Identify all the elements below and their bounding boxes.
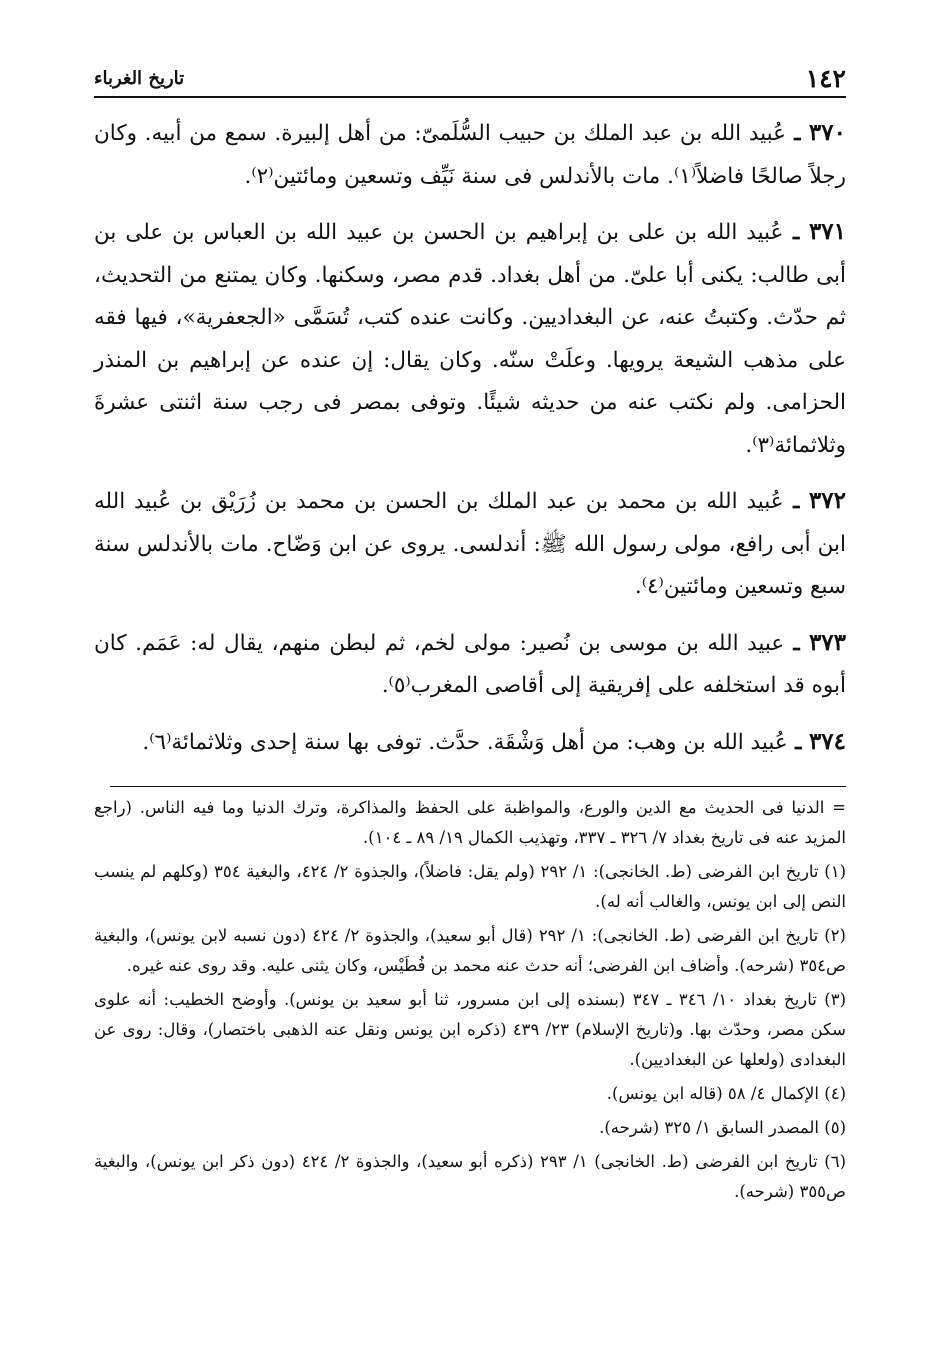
entry-374: ٣٧٤ ـ عُبيد الله بن وهب: من أهل وَشْقَة. حدَّث. توفى بها سنة إحدى وثلاثمائة⁽٦⁾. [142,727,846,755]
footnote-label: (٦) [824,1152,846,1171]
footnote-continued [94,793,846,853]
footnote-text: تاريخ ابن الفرضى (ط. الخانجى): ١/ ٢٩٢ (قال أبو سعيد)، والجذوة ٢/ ٤٢٤ (دون نسبه لابن يونس)، والبغية ص٣٥٤ (شرحه). وأضاف ابن الفرضى؛ أنه حدث عنه محمد بن فُطَيْس، وكان يثنى عليه. وقد روى عنه غيره. [94,926,846,975]
footnote-label: (١) [824,862,847,881]
entry-text: عُبيد الله بن وهب: من أهل وَشْقَة. حدَّث. توفى بها سنة إحدى وثلاثمائة⁽٦⁾. [142,729,788,755]
footnote-1 [94,857,846,917]
entry-text: عُبيد الله بن عبد الملك بن حبيب السُّلَمىّ: من أهل إلبيرة. سمع من أبيه. وكان رجلاً صالحًا فاضلاً⁽١⁾. مات بالأندلس فى سنة نَيِّف وتسعين ومائتين⁽٢⁾. [94,121,846,189]
entry-number: ٣٧٢ [808,487,846,514]
running-title: تاريخ الغرباء [94,68,185,89]
footnote-label: (٢) [824,926,846,945]
footnote-3 [94,985,846,1075]
footnote-2 [94,921,846,981]
footnote-6 [94,1147,846,1207]
book-page [94,60,846,1320]
entry-number: ٣٧٠ [808,119,846,146]
footnote-text: الدنيا فى الحديث مع الدين والورع، والمواظبة على الحفظ والمذاكرة، وترك الدنيا وما فيه الناس. (راجع المزيد عنه فى تاريخ بغداد ٧/ ٣٢٦ ـ ٣٣٧، وتهذيب الكمال ١٩/ ٨٩ ـ ١٠٤). [94,798,846,847]
footnote-label: (٥) [824,1118,846,1137]
footnote-label: = [832,798,846,817]
entry-text: عبيد الله بن موسى بن نُصير: مولى لخم، ثم لبطن منهم، يقال له: عَمَم. كان أبوه قد استخلفه على إفريقية إلى أقاصى المغرب⁽٥⁾. [94,630,846,698]
entry-number: ٣٧٣ [808,628,846,656]
entry-text: عُبيد الله بن محمد بن عبد الملك بن الحسن بن محمد بن زُرَيْق بن عُبيد الله ابن أبى رافع، مولى رسول الله ﷺ: أندلسى. يروى عن ابن وَضّاح. مات بالأندلس سنة سبع وتسعين ومائتين⁽٤⁾. [94,489,846,599]
entry-number: ٣٧١ [808,218,846,245]
footnote-text: تاريخ ابن الفرضى (ط. الخانجى): ١/ ٢٩٢ (ولم يقل: فاضلاً)، والجذوة ٢/ ٤٢٤، والبغية ٣٥٤ (وكلهم لم ينسب النص إلى ابن يونس، والغالب أنه له). [94,862,846,911]
footnote-text: تاريخ ابن الفرضى (ط. الخانجى) ١/ ٢٩٣ (ذكره أبو سعيد)، والجذوة ٢/ ٤٢٤ (دون ذكر ابن يونس)، والبغية ص٣٥٥ (شرحه). [94,1152,846,1201]
entry-number: ٣٧٤ [808,727,846,755]
entry-373: ٣٧٣ ـ عبيد الله بن موسى بن نُصير: مولى لخم، ثم لبطن منهم، يقال له: عَمَم. كان أبوه قد استخلفه على إفريقية إلى أقاصى المغرب⁽٥⁾. [94,628,846,698]
page-header [94,60,846,98]
entry-372: ٣٧٢ ـ عُبيد الله بن محمد بن عبد الملك بن الحسن بن محمد بن زُرَيْق بن عُبيد الله ابن أبى رافع، مولى رسول الله ﷺ: أندلسى. يروى عن ابن وَضّاح. مات بالأندلس سنة سبع وتسعين ومائتين⁽٤⁾. [94,487,846,599]
footnote-5 [94,1113,846,1143]
footnote-label: (٤) [824,1084,846,1103]
footnote-text: تاريخ بغداد ١٠/ ٣٤٦ ـ ٣٤٧ (بسنده إلى ابن مسرور، ثنا أبو سعيد بن يونس). وأوضح الخطيب: أنه علوى سكن مصر، وحدّث بها. و(تاريخ الإسلام) ٢٣/ ٤٣٩ (ذكره ابن يونس ونقل عنه الذهبى باختصار)، وقال: روى عن البغدادى (ولعلها عن البغداديين). [94,990,846,1069]
page-number: ١٤٢ [805,64,846,93]
entry-370: ٣٧٠ ـ عُبيد الله بن عبد الملك بن حبيب السُّلَمىّ: من أهل إلبيرة. سمع من أبيه. وكان رجلاً صالحًا فاضلاً⁽١⁾. مات بالأندلس فى سنة نَيِّف وتسعين ومائتين⁽٢⁾. [94,119,846,189]
footnote-text: الإكمال ٤/ ٥٨ (قاله ابن يونس). [606,1084,819,1103]
footnotes [94,793,846,1207]
footnote-text: المصدر السابق ١/ ٣٢٥ (شرحه). [599,1118,819,1137]
footnote-divider [110,786,846,787]
footnote-label: (٣) [824,990,847,1009]
biography-entries [94,112,846,764]
entry-371: ٣٧١ ـ عُبيد الله بن على بن إبراهيم بن الحسن بن عبيد الله بن العباس بن على بن أبى طالب: يكنى أبا علىّ. من أهل بغداد. قدم مصر، وسكنها. وكان يمتنع من التحديث، ثم حدّث. وكتبتُ عنه، عن البغداديين. وكانت عنده كتب، تُسَمَّى «الجعفرية»، فيها فقه على مذهب الشيعة يرويها. وعلَتْ سنّه. وكان يقال: إن عنده عن إبراهيم بن المنذر الحزامى. ولم نكتب عنه من حديثه شيئًا. وتوفى بمصر فى رجب سنة اثنتى عشرةَ وثلاثمائة⁽٣⁾. [94,218,846,458]
entry-text: عُبيد الله بن على بن إبراهيم بن الحسن بن عبيد الله بن العباس بن على بن أبى طالب: يكنى أبا علىّ. من أهل بغداد. قدم مصر، وسكنها. وكان يمتنع من التحديث، ثم حدّث. وكتبتُ عنه، عن البغداديين. وكانت عنده كتب، تُسَمَّى «الجعفرية»، فيها فقه على مذهب الشيعة يرويها. وعلَتْ سنّه. وكان يقال: إن عنده عن إبراهيم بن المنذر الحزامى. ولم نكتب عنه من حديثه شيئًا. وتوفى بمصر فى رجب سنة اثنتى عشرةَ وثلاثمائة⁽٣⁾. [94,220,846,458]
footnote-4 [94,1079,846,1109]
